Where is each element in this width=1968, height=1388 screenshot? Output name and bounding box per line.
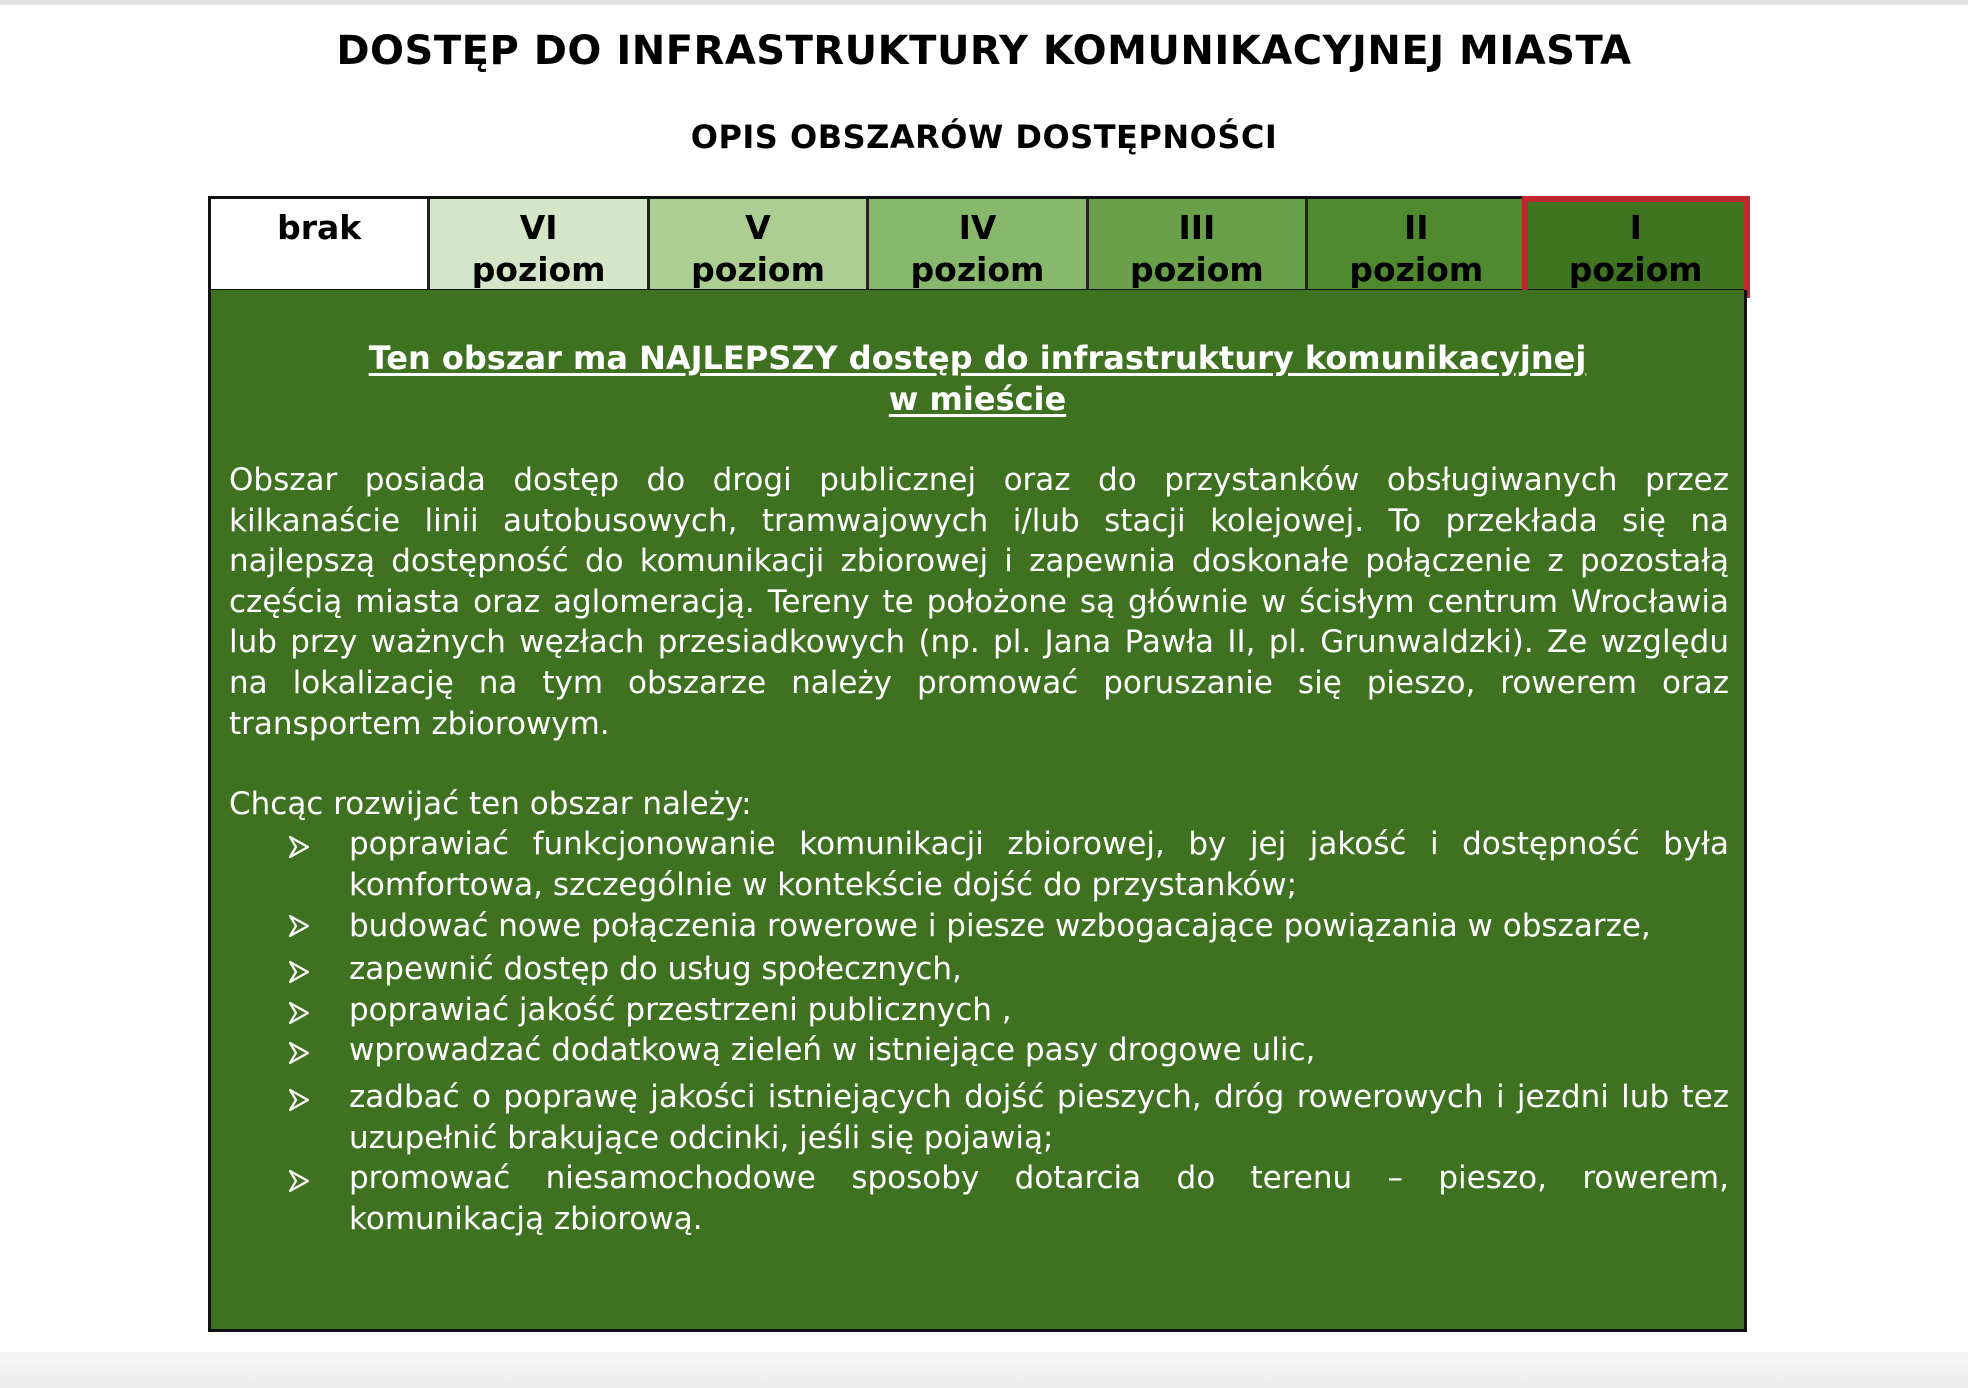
level-numeral: III [1178,208,1216,247]
description-paragraph: Obszar posiada dostęp do drogi publicznej oraz do przystanków obsługiwanych przez kilkanaście linii autobusowych, tramwajowych i/lub stacji kolejowej. To przekłada się na najlepszą dostępność do komunikacji zbiorowej i zapewnia doskonałe połączenie z pozostałą częścią miasta oraz aglomeracją. Tereny te położone są głównie w ścisłym centrum Wrocławia lub przy ważnych węzłach przesiadkowych (np. pl. Jana Pawła II, pl. Grunwaldzki). Ze względu na lokalizację na tym obszarze należy promować poruszanie się pieszo, rowerem oraz transportem zbiorowym. [229,462,1729,742]
list-item [229,949,1729,990]
level-label: poziom [1349,250,1484,289]
arrow-right-icon [289,915,309,937]
level-6 [430,199,649,289]
list-item [229,1077,1729,1158]
level-4 [869,199,1088,289]
level-label: poziom [691,250,825,289]
accessibility-level-scale [208,196,1747,292]
list-item-text: promować niesamochodowe sposoby dotarcia do terenu – pieszo, rowerem, komunikacją zbiorową. [349,1160,1729,1237]
arrow-right-icon [289,836,309,858]
level-description-panel [208,290,1747,1332]
level-3 [1089,199,1308,289]
recommendations-list [229,824,1729,1239]
top-divider [0,0,1968,5]
list-item [229,990,1729,1031]
list-item-text: budować nowe połączenia rowerowe i piesze wzbogacające powiązania w obszarze, [349,908,1651,945]
list-item-text: poprawiać jakość przestrzeni publicznych , [349,991,1012,1028]
panel-heading [211,338,1744,420]
list-item-text: zadbać o poprawę jakości istniejących dojść pieszych, dróg rowerowych i jezdni lub tez uzupełnić brakujące odcinki, jeśli się pojawią; [349,1078,1729,1156]
level-label: poziom [1129,250,1264,289]
level-5 [650,199,869,289]
level-numeral: V [745,208,771,247]
level-label: poziom [471,250,606,289]
level-numeral: VI [519,208,558,247]
list-item [229,1158,1729,1239]
list-item [229,1030,1729,1071]
arrow-right-icon [289,1042,309,1064]
list-item-text: poprawiać funkcjonowanie komunikacji zbiorowej, by jej jakość i dostępność była komfortowa, szczególnie w kontekście dojść do przystanków; [349,826,1729,903]
arrow-right-icon [289,1089,309,1111]
page-subtitle: OPIS OBSZARÓW DOSTĘPNOŚCI [690,118,1278,156]
list-item-text: wprowadzać dodatkową zieleń w istniejące pasy drogowe ulic, [349,1032,1316,1069]
level-2 [1308,199,1527,289]
level-label: poziom [1568,250,1703,289]
panel-heading-line2: w mieście [888,380,1067,418]
level-1 [1528,199,1744,289]
viewer-bottom-edge [0,1352,1968,1388]
arrow-right-icon [289,961,309,983]
level-numeral: IV [958,208,997,247]
level-numeral: I [1629,208,1642,247]
list-item [229,903,1729,949]
level-none [211,199,430,289]
arrow-right-icon [289,1002,309,1024]
arrow-right-icon [289,1170,309,1192]
recommendations-lead: Chcąc rozwijać ten obszar należy: [229,786,752,822]
list-item [229,824,1729,905]
level-label: brak [277,208,362,247]
level-numeral: II [1404,208,1429,247]
page-title: DOSTĘP DO INFRASTRUKTURY KOMUNIKACYJNEJ MIASTA [336,28,1632,74]
list-item-text: zapewnić dostęp do usług społecznych, [349,951,962,988]
panel-heading-line1: Ten obszar ma NAJLEPSZY dostęp do infrastruktury komunikacyjnej [368,339,1587,377]
level-label: poziom [910,250,1045,289]
